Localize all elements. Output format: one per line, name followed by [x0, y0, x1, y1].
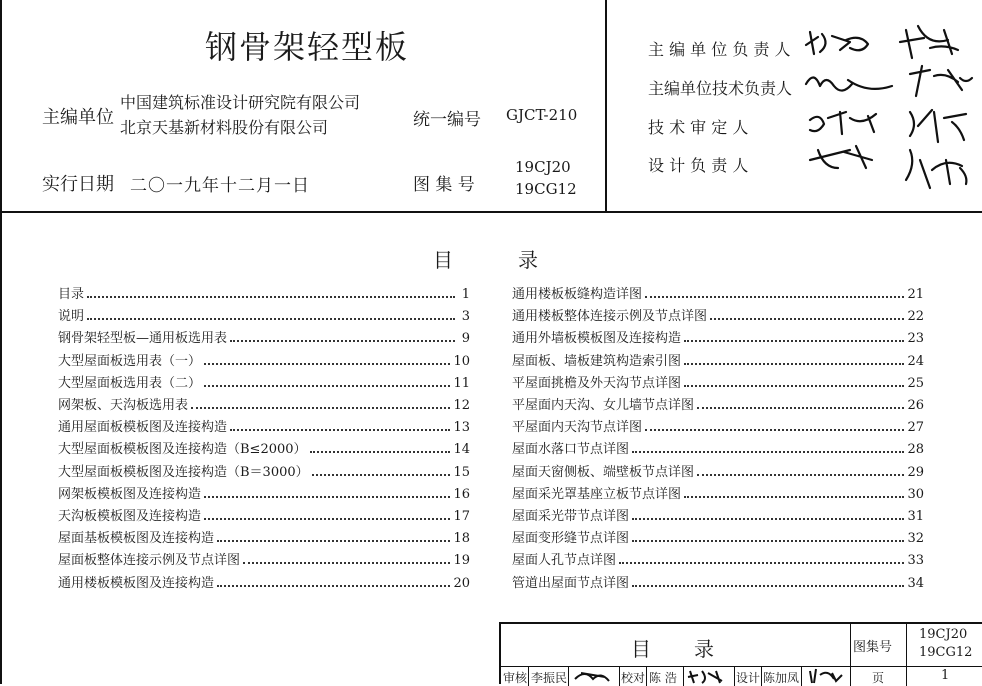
editor-label: 主编单位	[42, 107, 114, 128]
tb-check-label: 校对	[621, 671, 646, 685]
toc-entry-title: 管道出屋面节点详图	[512, 575, 630, 591]
toc-entry[interactable]	[58, 284, 470, 302]
toc-entry[interactable]	[512, 462, 924, 480]
toc-leader-dots	[632, 518, 904, 520]
toc-entry-title: 通用屋面板模板图及连接构造	[58, 420, 228, 436]
toc-entry-title: 网架板、天沟板选用表	[58, 398, 189, 413]
toc-entry-page: 22	[907, 309, 924, 325]
toc-entry-title: 屋面天窗侧板、端壁板节点详图	[512, 464, 695, 480]
tb-review-name: 李振民	[531, 671, 568, 685]
responsible-chief-editor-unit: 主 编 单 位 负 责 人	[648, 40, 791, 59]
tb-cell-line	[683, 666, 684, 686]
tb-title-right: 录	[694, 637, 714, 661]
toc-leader-dots	[204, 518, 450, 520]
toc-title-left: 目	[433, 248, 453, 272]
toc-entry-page: 19	[453, 553, 470, 569]
toc-leader-dots	[217, 540, 450, 542]
toc-entry-page: 9	[461, 331, 470, 347]
title-block	[499, 622, 982, 684]
tb-check-signature	[686, 667, 734, 685]
toc-leader-dots	[191, 407, 450, 409]
tb-review-signature	[571, 667, 619, 685]
tb-design-name: 陈加凤	[763, 671, 800, 685]
toc-leader-dots	[217, 585, 450, 587]
toc-entry-title: 平屋面内天沟、女儿墙节点详图	[512, 398, 695, 413]
toc-entry[interactable]	[58, 328, 470, 346]
toc-entry[interactable]	[512, 439, 924, 457]
toc-leader-dots	[684, 363, 904, 365]
toc-entry-page: 23	[907, 331, 924, 347]
toc-entry-title: 平屋面挑檐及外天沟节点详图	[512, 375, 682, 391]
toc-entry-title: 平屋面内天沟节点详图	[512, 420, 643, 436]
toc-entry-title: 屋面水落口节点详图	[512, 442, 630, 458]
tb-design-signature	[804, 667, 850, 685]
tb-page-value: 1	[941, 668, 950, 683]
toc-entry-title: 大型屋面板模板图及连接构造（B＝3000）	[58, 464, 309, 480]
toc-entry-title: 屋面板、墙板建筑构造索引图	[512, 353, 682, 369]
toc-leader-dots	[684, 385, 904, 387]
toc-entry[interactable]	[512, 528, 924, 546]
date-label: 实行日期	[42, 174, 114, 195]
editor-name-2: 北京天基新材料股份有限公司	[120, 118, 329, 137]
toc-entry-title: 网架板模板图及连接构造	[58, 486, 202, 502]
toc-entry-page: 30	[907, 486, 924, 502]
toc-entry[interactable]	[58, 462, 470, 480]
toc-entry[interactable]	[58, 573, 470, 591]
tb-cell-line	[568, 666, 569, 686]
toc-entry-page: 31	[907, 509, 924, 524]
tb-page-label: 页	[872, 671, 885, 685]
toc-entry-page: 20	[453, 575, 470, 591]
toc-leader-dots	[619, 562, 904, 564]
toc-entry[interactable]	[512, 417, 924, 435]
toc-entry-title: 屋面变形缝节点详图	[512, 531, 630, 547]
signature-scribbles	[0, 0, 982, 212]
toc-leader-dots	[632, 451, 904, 453]
tb-atlas-label: 图集号	[853, 640, 893, 655]
toc-title-right: 录	[518, 248, 538, 272]
tb-check-name: 陈 浩	[649, 671, 677, 685]
toc-entry-page: 34	[907, 575, 924, 591]
toc-leader-dots	[204, 496, 450, 498]
toc-leader-dots	[684, 340, 904, 342]
toc-entry-page: 25	[907, 375, 924, 391]
toc-entry-page: 15	[453, 464, 470, 480]
toc-leader-dots	[710, 318, 904, 320]
tb-cell-line	[619, 666, 620, 686]
toc-leader-dots	[312, 474, 451, 476]
toc-entry[interactable]	[512, 484, 924, 502]
toc-entry[interactable]	[512, 328, 924, 346]
tb-atlas-value-1: 19CJ20	[919, 627, 968, 642]
tb-cell-line	[734, 666, 735, 686]
toc-entry-title: 通用外墙板模板图及连接构造	[512, 331, 682, 347]
tb-cell-line	[528, 666, 529, 686]
toc-entry-page: 32	[907, 531, 924, 547]
toc-entry-page: 18	[453, 531, 470, 547]
tb-atlas-value-2: 19CG12	[919, 645, 973, 660]
atlas-label: 图 集 号	[413, 175, 475, 195]
toc-entry[interactable]	[58, 373, 470, 391]
toc-entry-page: 28	[907, 442, 924, 458]
toc-entry[interactable]	[512, 351, 924, 369]
toc-entry[interactable]	[512, 373, 924, 391]
toc-entry-title: 天沟板模板图及连接构造	[58, 509, 202, 524]
toc-entry-title: 通用楼板模板图及连接构造	[58, 575, 215, 591]
tb-review-label: 审核	[503, 671, 528, 685]
toc-entry-title: 大型屋面板选用表（一）	[58, 353, 202, 369]
toc-entry-page: 3	[461, 309, 470, 325]
toc-entry-page: 10	[453, 353, 470, 369]
toc-entry-page: 33	[907, 553, 924, 569]
toc-entry-page: 21	[907, 287, 924, 302]
toc-entry-title: 屋面基板模板图及连接构造	[58, 531, 215, 547]
tb-cell-line	[801, 666, 802, 686]
tb-title-left: 目	[631, 637, 651, 661]
tb-cell-line	[761, 666, 762, 686]
toc-entry-title: 钢骨架轻型板—通用板选用表	[58, 331, 228, 347]
responsible-tech-reviewer: 技 术 审 定 人	[648, 118, 749, 137]
toc-entry-page: 11	[453, 375, 470, 391]
toc-entry-page: 17	[453, 509, 470, 524]
toc-entry[interactable]	[512, 284, 924, 302]
toc-leader-dots	[632, 585, 904, 587]
toc-leader-dots	[87, 318, 455, 320]
toc-entry-page: 27	[907, 420, 924, 436]
toc-entry-title: 目录	[58, 287, 85, 302]
toc-entry-title: 通用楼板板缝构造详图	[512, 287, 643, 302]
toc-entry[interactable]	[58, 417, 470, 435]
toc-entry-page: 24	[907, 353, 924, 369]
toc-entry-page: 29	[907, 464, 924, 480]
toc-entry[interactable]	[512, 506, 924, 524]
toc-entry[interactable]	[58, 351, 470, 369]
tb-design-label: 设计	[736, 671, 761, 685]
toc-entry[interactable]	[58, 306, 470, 324]
tb-divider-2	[906, 624, 907, 686]
book-title: 钢骨架轻型板	[205, 28, 410, 66]
toc-entry-title: 说明	[58, 309, 85, 325]
toc-entry-page: 26	[907, 398, 924, 413]
toc-leader-dots	[204, 363, 450, 365]
toc-entry-title: 大型屋面板选用表（二）	[58, 375, 202, 391]
toc-leader-dots	[645, 429, 904, 431]
responsible-design-lead: 设 计 负 责 人	[648, 156, 749, 175]
toc-entry-title: 屋面板整体连接示例及节点详图	[58, 553, 241, 569]
toc-entry-title: 屋面采光罩基座立板节点详图	[512, 486, 682, 502]
toc-entry[interactable]	[58, 484, 470, 502]
toc-leader-dots	[697, 407, 904, 409]
tb-cell-line	[646, 666, 647, 686]
toc-entry[interactable]	[512, 550, 924, 568]
toc-entry[interactable]	[58, 506, 470, 524]
date-value: 二〇一九年十二月一日	[130, 176, 310, 196]
toc-leader-dots	[230, 340, 455, 342]
tb-divider-1	[850, 624, 851, 686]
toc-leader-dots	[684, 496, 904, 498]
toc-entry-page: 13	[453, 420, 470, 436]
toc-entry[interactable]	[58, 550, 470, 568]
toc-entry-page: 12	[453, 398, 470, 413]
toc-entry-title: 屋面采光带节点详图	[512, 509, 630, 524]
editor-name-1: 中国建筑标准设计研究院有限公司	[120, 93, 361, 112]
atlas-value-1: 19CJ20	[515, 158, 571, 176]
toc-entry-title: 屋面人孔节点详图	[512, 553, 617, 569]
toc-entry[interactable]	[512, 306, 924, 324]
toc-leader-dots	[310, 451, 451, 453]
toc-entry[interactable]	[58, 395, 470, 413]
toc-leader-dots	[204, 385, 450, 387]
toc-entry[interactable]	[58, 528, 470, 546]
toc-entry-title: 通用楼板整体连接示例及节点详图	[512, 309, 708, 325]
responsible-tech-chief: 主编单位技术负责人	[648, 79, 793, 98]
toc-leader-dots	[697, 474, 904, 476]
toc-leader-dots	[645, 296, 904, 298]
code-value: GJCT-210	[506, 106, 578, 124]
toc-leader-dots	[87, 296, 455, 298]
code-label: 统一编号	[413, 110, 481, 130]
toc-entry[interactable]	[58, 439, 470, 457]
toc-entry[interactable]	[512, 395, 924, 413]
toc-entry-page: 1	[461, 287, 470, 302]
atlas-value-2: 19CG12	[515, 180, 577, 198]
toc-leader-dots	[230, 429, 450, 431]
toc-entry-title: 大型屋面板模板图及连接构造（B≤2000）	[58, 442, 307, 458]
toc-leader-dots	[632, 540, 904, 542]
toc-entry-page: 16	[453, 486, 470, 502]
toc-entry-page: 14	[453, 442, 470, 458]
toc-entry[interactable]	[512, 573, 924, 591]
toc-leader-dots	[243, 562, 450, 564]
